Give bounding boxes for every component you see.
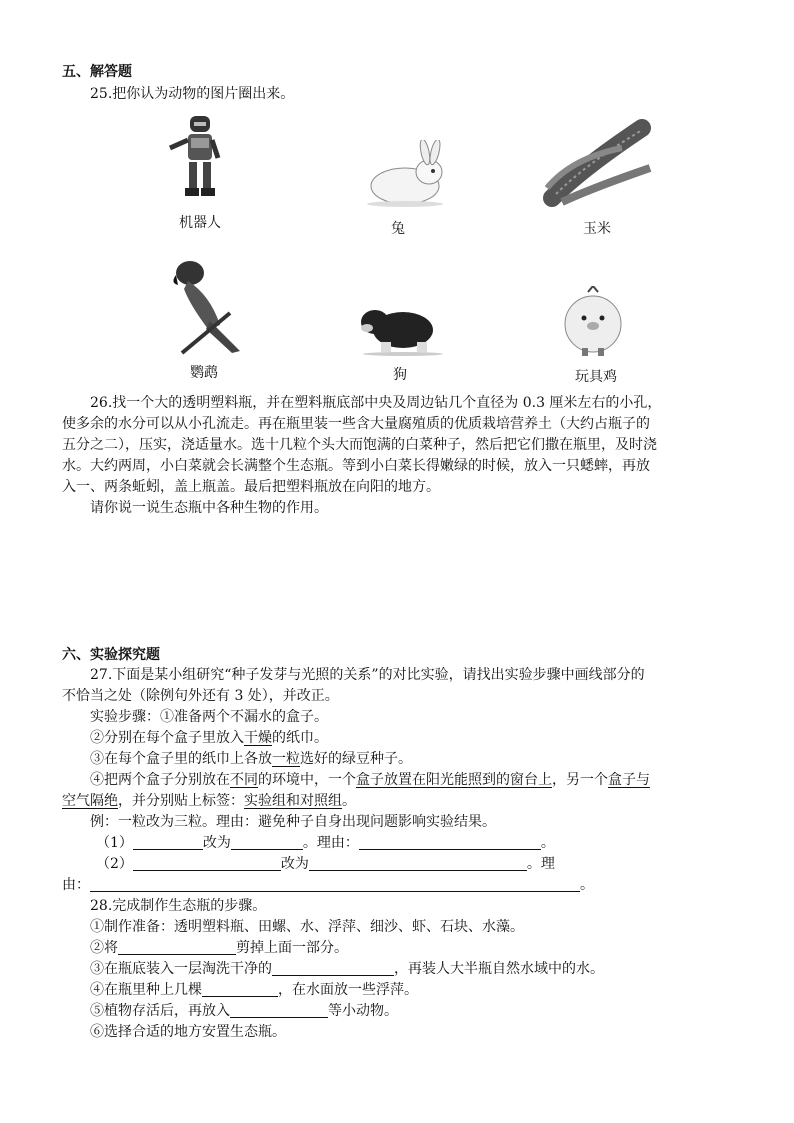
step-2: ②分别在每个盒子里放入干燥的纸巾。 xyxy=(90,730,328,746)
toy-chick-image[interactable] xyxy=(560,286,626,358)
q26-line-3: 五分之二），压实，浇适量水。选十几粒个头大而饱满的白菜种子，然后把它们撒在瓶里，及时浇 xyxy=(62,437,657,453)
answer-2-correction-blank[interactable] xyxy=(309,856,527,871)
step-3: ③在每个盒子里的纸巾上各放一粒选好的绿豆种子。 xyxy=(90,751,412,767)
q28-step-2-blank[interactable] xyxy=(118,940,236,955)
underlined-air-isolated: 空气隔绝 xyxy=(62,793,118,809)
q26-line-2: 使多余的水分可以从小孔流走。再在瓶里装一些含大量腐殖质的优质栽培营养土（大约占瓶子的 xyxy=(62,416,650,432)
q28-step-4-blank[interactable] xyxy=(202,982,278,997)
underlined-box-with: 盒子与 xyxy=(608,772,650,788)
q28-step-5-blank[interactable] xyxy=(230,1003,328,1018)
caption-robot: 机器人 xyxy=(179,215,221,231)
example-answer: 例：一粒改为三粒。理由：避免种子自身出现问题影响实验结果。 xyxy=(90,814,496,830)
underlined-groups: 实验组和对照组 xyxy=(244,793,342,809)
underlined-sunny-window: 盒子放置在阳光能照到的窗台上 xyxy=(356,772,552,788)
section-6-title: 六、实验探究题 xyxy=(62,647,160,663)
q27-line-2: 不恰当之处（除例句外还有 3 处），并改正。 xyxy=(62,688,339,704)
q28-step-1: ①制作准备：透明塑料瓶、田螺、水、浮萍、细沙、虾、石块、水藻。 xyxy=(90,919,524,935)
caption-dog: 狗 xyxy=(393,367,407,383)
q26-prompt: 请你说一说生态瓶中各种生物的作用。 xyxy=(90,500,328,516)
answer-2: （2） 改为 。理 xyxy=(96,856,555,872)
dog-image[interactable] xyxy=(355,298,445,356)
answer-1: （1） 改为 。理由： 。 xyxy=(96,835,555,851)
answer-2-original-blank[interactable] xyxy=(133,856,281,871)
parrot-image[interactable] xyxy=(160,255,244,355)
q28-step-6: ⑥选择合适的地方安置生态瓶。 xyxy=(90,1024,286,1040)
caption-rabbit: 兔 xyxy=(391,221,405,237)
answer-1-correction-blank[interactable] xyxy=(231,835,303,850)
answer-1-reason-blank[interactable] xyxy=(359,835,541,850)
q26-line-4: 水。大约两周，小白菜就会长满整个生态瓶。等到小白菜长得嫩绿的时候，放入一只蟋蟀，再放 xyxy=(62,458,650,474)
rabbit-image[interactable] xyxy=(355,140,445,208)
underlined-one-seed: 一粒 xyxy=(272,751,300,767)
step-1: 实验步骤：①准备两个不漏水的盒子。 xyxy=(90,709,328,725)
corn-image[interactable] xyxy=(542,118,660,208)
q27-line-1: 27.下面是某小组研究“种子发芽与光照的关系”的对比实验，请找出实验步骤中画线部分的 xyxy=(90,667,645,683)
question-25: 25.把你认为动物的图片圈出来。 xyxy=(90,86,295,102)
q28-step-5: ⑤植物存活后，再放入 等小动物。 xyxy=(90,1003,398,1019)
answer-2-reason-blank[interactable] xyxy=(90,877,580,892)
q26-line-1: 26.找一个大的透明塑料瓶，并在塑料瓶底部中央及周边钻几个直径为 0.3 厘米左右的小孔， xyxy=(90,395,662,411)
answer-2-reason: 由： 。 xyxy=(62,877,594,893)
answer-1-original-blank[interactable] xyxy=(133,835,203,850)
step-4: ④把两个盒子分别放在不同的环境中，一个盒子放置在阳光能照到的窗台上，另一个盒子与 xyxy=(90,772,650,788)
caption-parrot: 鹦鹉 xyxy=(190,365,218,381)
q28-step-4: ④在瓶里种上几棵 ，在水面放一些浮萍。 xyxy=(90,982,418,998)
q28-step-3-blank[interactable] xyxy=(272,961,394,976)
q26-line-5: 入一、两条蚯蚓，盖上瓶盖。最后把塑料瓶放在向阳的地方。 xyxy=(62,479,440,495)
caption-corn: 玉米 xyxy=(583,221,611,237)
underlined-different: 不同 xyxy=(230,772,258,788)
underlined-dry: 干燥 xyxy=(244,730,272,746)
q28-step-3: ③在瓶底装入一层淘洗干净的 ，再装人大半瓶自然水域中的水。 xyxy=(90,961,604,977)
q28-step-2: ②将 剪掉上面一部分。 xyxy=(90,940,348,956)
q28-title: 28.完成制作生态瓶的步骤。 xyxy=(90,898,267,914)
robot-image[interactable] xyxy=(160,112,230,204)
step-4-cont: 空气隔绝，并分别贴上标签：实验组和对照组。 xyxy=(62,793,356,809)
section-5-title: 五、解答题 xyxy=(62,64,132,80)
caption-toy-chick: 玩具鸡 xyxy=(575,369,617,385)
